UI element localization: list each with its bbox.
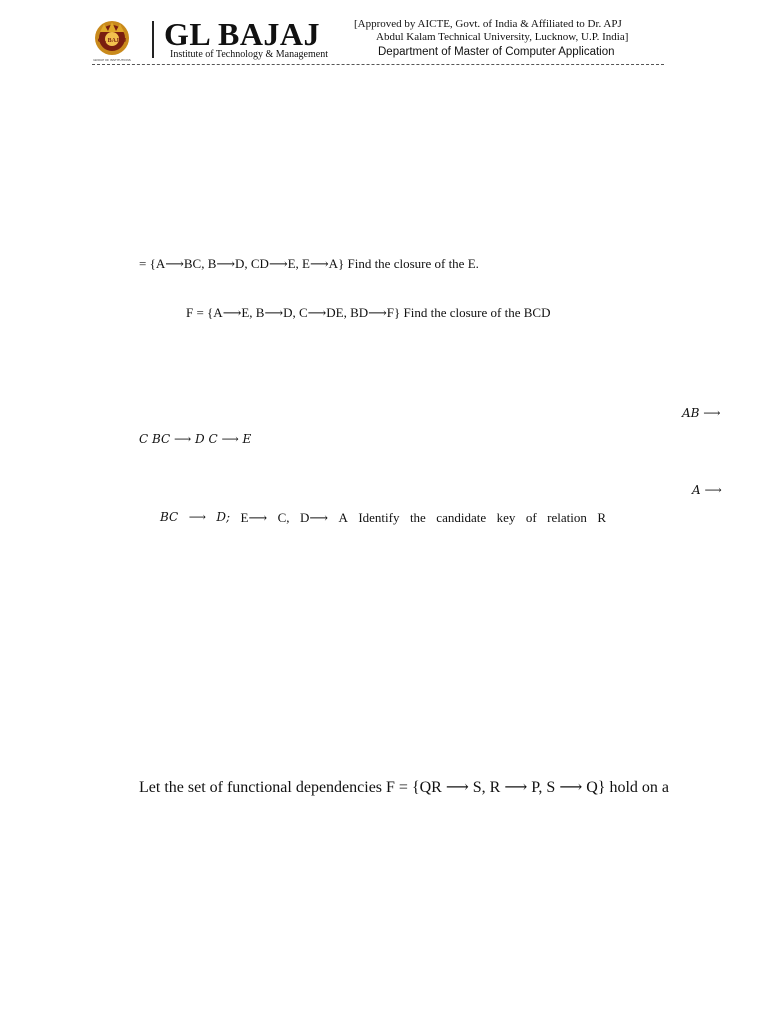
page-header bbox=[90, 18, 665, 68]
token: ⟶ bbox=[188, 510, 206, 524]
token: R bbox=[597, 510, 606, 525]
token: D⟶ bbox=[299, 510, 328, 525]
institute-logo-icon bbox=[94, 20, 130, 56]
question-candidate-key bbox=[160, 510, 606, 526]
token: candidate bbox=[436, 510, 487, 525]
brand-subtitle: Institute of Technology & Management bbox=[170, 49, 328, 60]
token: A bbox=[338, 510, 348, 525]
question-closure-e: = {A⟶BC, B⟶D, CD⟶E, E⟶A} Find the closure of the E. bbox=[139, 256, 479, 271]
header-divider bbox=[152, 21, 154, 58]
token: relation bbox=[547, 510, 587, 525]
logo-caption: GROUP OF INSTITUTIONS bbox=[93, 58, 131, 62]
logo-text: GL BAJAJ bbox=[97, 38, 127, 44]
question-functional-dependencies: Let the set of functional dependencies F = {QR ⟶ S, R ⟶ P, S ⟶ Q} hold on a bbox=[139, 779, 670, 796]
token: C, bbox=[277, 510, 290, 525]
fd-fragment-c-bc: C BC ⟶ D C ⟶ E bbox=[139, 432, 252, 446]
token: key bbox=[496, 510, 516, 525]
department-name: Department of Master of Computer Application bbox=[378, 46, 615, 58]
token: the bbox=[409, 510, 426, 525]
approval-note bbox=[354, 18, 628, 44]
fd-fragment-ab: AB ⟶ bbox=[682, 406, 721, 420]
question-closure-bcd: F = {A⟶E, B⟶D, C⟶DE, BD⟶F} Find the closure of the BCD bbox=[186, 305, 551, 320]
approval-line-1: [Approved by AICTE, Govt. of India & Affiliated to Dr. APJ bbox=[354, 18, 622, 30]
token: BC bbox=[160, 510, 179, 524]
token: E⟶ bbox=[240, 510, 268, 525]
brand-name: GL BAJAJ bbox=[164, 16, 321, 52]
token: D; bbox=[216, 510, 231, 524]
fd-fragment-a: A ⟶ bbox=[692, 483, 722, 497]
header-rule bbox=[92, 64, 664, 65]
token: Identify bbox=[358, 510, 400, 525]
approval-line-2: Abdul Kalam Technical University, Lucknow, U.P. India] bbox=[376, 31, 629, 43]
token: of bbox=[525, 510, 537, 525]
